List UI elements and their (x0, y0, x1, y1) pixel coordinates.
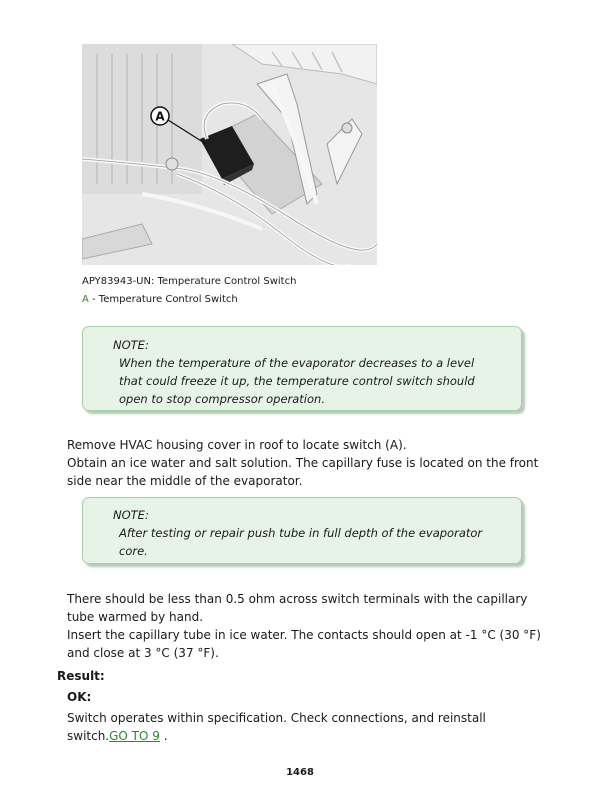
figure-image (82, 44, 377, 265)
go-to-link[interactable]: GO TO 9 (109, 729, 160, 743)
step-paragraph-test (67, 590, 545, 662)
step-paragraph-locate (67, 436, 545, 490)
note-body: After testing or repair push tube in full depth of the evaporator core. (119, 526, 483, 558)
ok-heading: OK: (67, 690, 92, 704)
step-text: Obtain an ice water and salt solution. The capillary fuse is located on the front side near the middle of the evaporator. (67, 456, 539, 488)
caption-id: APY83943-UN: Temperature Control Switch (82, 276, 297, 287)
figure-caption (82, 273, 296, 309)
step-text: Insert the capillary tube in ice water. The contacts should open at -1 °C (30 °F) and close at 3 °C (37 °F). (67, 628, 541, 660)
legend-key: A (82, 294, 89, 305)
note-title: NOTE: (113, 338, 149, 352)
ok-paragraph (67, 709, 545, 745)
ok-text: Switch operates within specification. Check connections, and reinstall switch. (67, 711, 486, 743)
note-body: When the temperature of the evaporator decreases to a level that could freeze it up, the temperature control switch should open to stop compressor operation. (119, 356, 475, 406)
step-text: There should be less than 0.5 ohm across switch terminals with the capillary tube warmed by hand. (67, 592, 528, 624)
page-number: 1468 (286, 767, 314, 778)
step-text: Remove HVAC housing cover in roof to locate switch (A). (67, 438, 407, 452)
note-title: NOTE: (113, 508, 149, 522)
note-box-core (82, 497, 522, 564)
result-heading: Result: (57, 669, 105, 683)
note-box-freeze (82, 326, 522, 411)
caption-legend (82, 291, 296, 309)
figure-callout-label: A (155, 109, 165, 124)
ok-trailing: . (159, 729, 168, 743)
legend-text: - Temperature Control Switch (88, 294, 238, 305)
